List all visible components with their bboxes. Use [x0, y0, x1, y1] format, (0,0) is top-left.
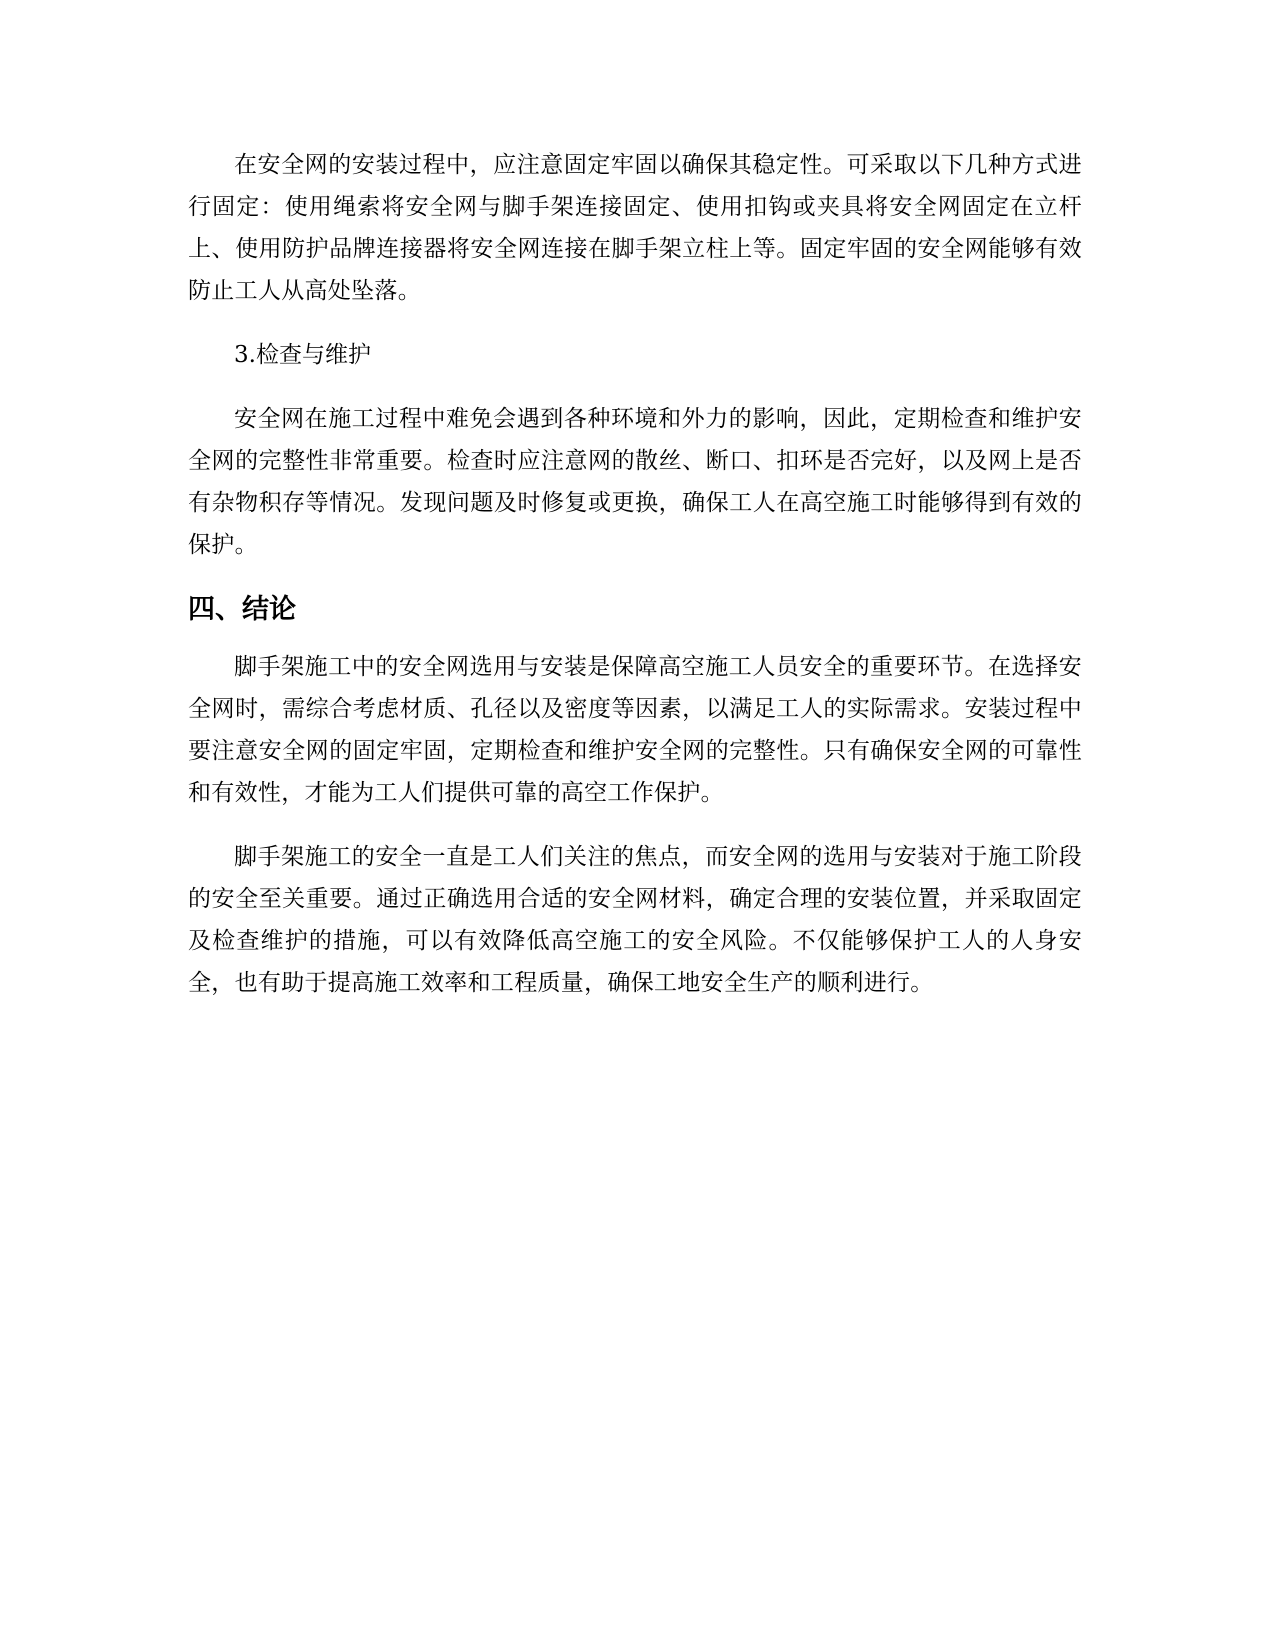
- paragraph-inspection: 安全网在施工过程中难免会遇到各种环境和外力的影响，因此，定期检查和维护安全网的完整性非常重要。检查时应注意网的散丝、断口、扣环是否完好，以及网上是否有杂物积存等情况。发现问题及时修复或更换，确保工人在高空施工时能够得到有效的保护。: [188, 406, 1082, 558]
- paragraph-conclusion-2: 脚手架施工的安全一直是工人们关注的焦点，而安全网的选用与安装对于施工阶段的安全至关重要。通过正确选用合适的安全网材料，确定合理的安装位置，并采取固定及检查维护的措施，可以有效降低高空施工的安全风险。不仅能够保护工人的人身安全，也有助于提高施工效率和工程质量，确保工地安全生产的顺利进行。: [188, 844, 1082, 996]
- subheading-inspection: 3.检查与维护: [234, 342, 371, 368]
- document-body: [188, 144, 1082, 1026]
- section-title-conclusion: 四、结论: [188, 594, 296, 625]
- paragraph-install: 在安全网的安装过程中，应注意固定牢固以确保其稳定性。可采取以下几种方式进行固定：使用绳索将安全网与脚手架连接固定、使用扣钩或夹具将安全网固定在立杆上、使用防护品牌连接器将安全网连接在脚手架立柱上等。固定牢固的安全网能够有效防止工人从高处坠落。: [188, 152, 1082, 304]
- paragraph-conclusion-1: 脚手架施工中的安全网选用与安装是保障高空施工人员安全的重要环节。在选择安全网时，需综合考虑材质、孔径以及密度等因素，以满足工人的实际需求。安装过程中要注意安全网的固定牢固，定期检查和维护安全网的完整性。只有确保安全网的可靠性和有效性，才能为工人们提供可靠的高空工作保护。: [188, 654, 1082, 806]
